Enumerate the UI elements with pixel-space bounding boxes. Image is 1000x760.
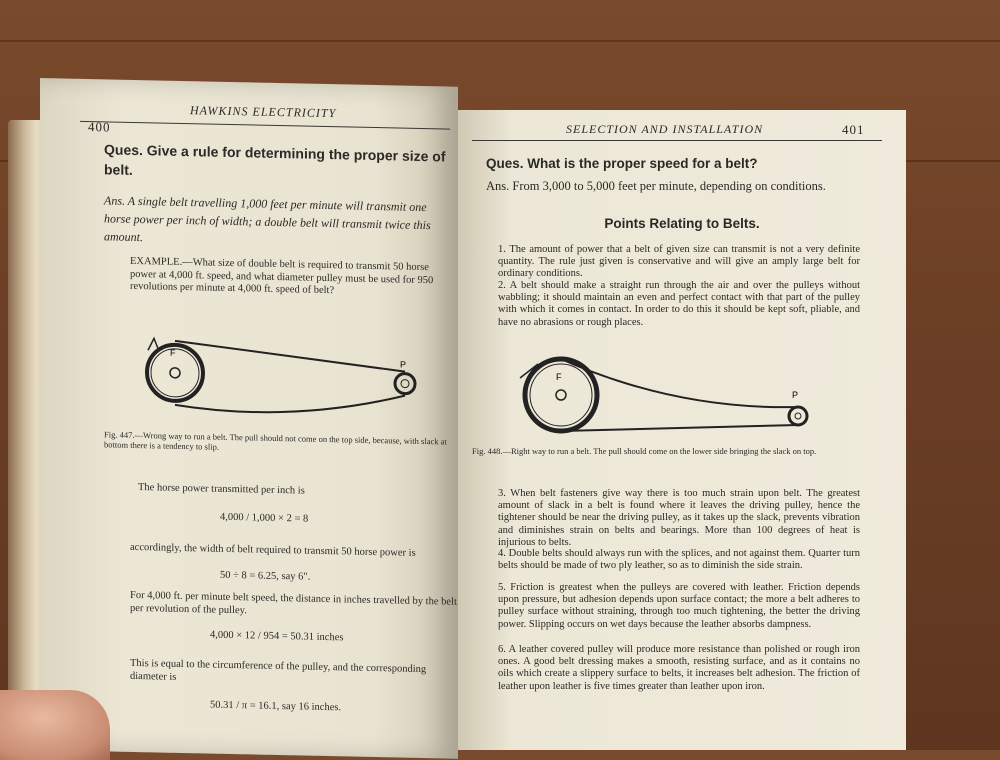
label-p: P: [792, 390, 799, 400]
hp-text: The horse power transmitted per inch is: [138, 482, 305, 497]
driven-pulley-hub: [795, 413, 801, 419]
left-page: [40, 78, 458, 759]
right-page-number: 401: [842, 122, 865, 137]
driving-pulley-hub: [170, 368, 180, 378]
point-1: 1. The amount of power that a belt of given size can transmit is not a very definite quantity. The rule just given is conservative and will give an amply large belt for ordinary conditions.: [498, 244, 860, 280]
left-question: Ques. Give a rule for determining the proper size of belt.: [104, 141, 446, 178]
distance-text: For 4,000 ft. per minute belt speed, the distance in inches travelled by the belt per revolution of the pulley.: [130, 589, 457, 616]
point-2: 2. A belt should make a straight run through the air and over the pulleys without wabbling; it should maintain an even and perfect contact with that part of the pulley with which it comes in contact. In order to do this it should be kept soft, pliable, and have no abrasions or rough places.: [498, 280, 860, 328]
fig-448-belt-diagram: [516, 350, 816, 440]
driven-pulley-hub: [401, 380, 409, 388]
driving-pulley-hub: [556, 390, 566, 400]
left-page-number: 400: [88, 119, 111, 135]
right-question: Ques. What is the proper speed for a belt?: [486, 156, 758, 171]
point-6: 6. A leather covered pulley will produce more resistance than polished or rough iron ones. A good belt dressing makes a smooth, resisting surface, and as it contains no oils which create a slippery surface to belts, it increases belt adhesion. The friction of leather upon leather is five times greater than leather upon iron.: [498, 644, 860, 692]
fig-447-belt-diagram: [130, 320, 430, 426]
formula-3: 4,000 × 12 / 954 = 50.31 inches: [210, 629, 344, 644]
formula-1: 4,000 / 1,000 × 2 = 8: [220, 511, 309, 525]
right-header-rule: [472, 140, 882, 141]
accordingly-text: accordingly, the width of belt required to transmit 50 horse power is: [130, 541, 416, 559]
fig-448-caption: Fig. 448.—Right way to run a belt. The pull should come on the lower side bringing the slack on top.: [472, 446, 817, 456]
belt-top: [175, 341, 405, 372]
point-4: 4. Double belts should always run with the splices, and not against them. Quarter turn belts should be made of two ply leather, so as to diminish the side strain.: [498, 548, 860, 572]
point-3: 3. When belt fasteners give way there is too much strain upon belt. The greatest amount of slack in a belt is found where it leaves the driving pulley, hence the tightener should be near the driving pulley, as it takes up the slack, prevents vibration and diminishes strain on belts and bearings. More than 100 degrees of heat is injurious to belts.: [498, 488, 860, 548]
label-f: F: [556, 372, 562, 382]
section-heading: Points Relating to Belts.: [604, 216, 760, 231]
label-f: F: [170, 347, 176, 358]
right-page-header: SELECTION AND INSTALLATION: [566, 122, 764, 136]
label-p: P: [400, 359, 407, 370]
formula-2: 50 ÷ 8 = 6.25, say 6".: [220, 569, 311, 583]
formula-4: 50.31 / π = 16.1, say 16 inches.: [210, 699, 342, 714]
belt-bottom: [561, 425, 798, 431]
driven-pulley-circle: [395, 373, 415, 393]
left-page-header: HAWKINS ELECTRICITY: [190, 103, 337, 121]
left-example: EXAMPLE.—What size of double belt is required to transmit 50 horse power at 4,000 ft. speed, and what diameter pulley must be used for 950 revolutions per minute at 4,000 ft. speed of belt?: [130, 255, 434, 297]
point-5: 5. Friction is greatest when the pulleys are covered with leather. Friction depends upon pressure, but adhesion depends upon surface contact; the more a belt adheres to pulley surface without straining, through too much tightening, the better the driving power. Slipping occurs on wet days because the leather absorbs dampness.: [498, 582, 860, 630]
rotation-arrow: [148, 338, 158, 350]
right-page: [458, 110, 906, 750]
fig-447-caption: Fig. 447.—Wrong way to run a belt. The pull should not come on the top side, because, with slack at bottom there is a tendency to slip.: [104, 429, 447, 452]
right-answer: Ans. From 3,000 to 5,000 feet per minute, depending on conditions.: [486, 179, 826, 193]
left-answer: Ans. A single belt travelling 1,000 feet per minute will transmit one horse power per inch of width; a double belt will transmit twice this amount.: [104, 193, 431, 245]
equal-text: This is equal to the circumference of the pulley, and the corresponding diameter is: [130, 657, 427, 683]
belt-bottom: [175, 391, 405, 415]
left-header-rule: [80, 121, 450, 130]
wood-grain-line: [0, 40, 1000, 42]
driven-pulley-circle: [789, 407, 807, 425]
